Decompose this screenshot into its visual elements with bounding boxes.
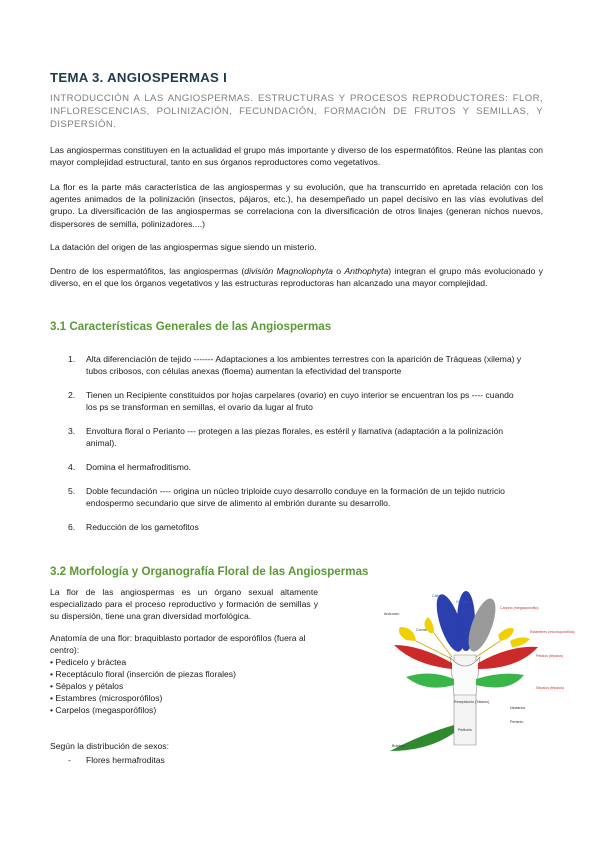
- stamen-left-lower: [399, 627, 416, 641]
- paragraph-division: [50, 265, 543, 289]
- list-number: 4.: [68, 462, 76, 472]
- anatomy-item: • Sépalos y pétalos: [50, 681, 124, 691]
- anatomy-item: • Pedicelo y bráctea: [50, 657, 127, 667]
- label-corola: Corola: [416, 628, 427, 632]
- label-estambres: Estambres (microsporófilos): [530, 630, 575, 634]
- list-number: 3.: [68, 426, 76, 436]
- label-tepalos: Pétalos (tépalos): [536, 654, 563, 658]
- stamen-right-lower: [510, 637, 530, 647]
- division-text-a: Dentro de los espermatófitos, las angiospermas (: [50, 266, 245, 276]
- list-number: 1.: [68, 354, 76, 364]
- division-name-magnoliophyta: división Magnoliophyta: [244, 266, 333, 276]
- label-nectario: Nectarios: [510, 706, 526, 710]
- list-text: Alta diferenciación de tejido ------- Adaptaciones a los ambientes terrestres con la aparición de Tráqueas (xilema) y tubos cribosos, con células anexas (floema) aumentan la efectividad del transporte: [86, 354, 522, 377]
- anatomy-item: • Receptáculo floral (inserción de piezas florales): [50, 669, 236, 679]
- label-caliz: Cáliz: [432, 594, 440, 598]
- anatomy-title: Anatomía de una flor: braquiblasto portador de esporófilos (fuera al centro):: [50, 633, 306, 655]
- paragraph-flower: La flor es la parte más característica de las angiospermas y su evolución, que ha transcurrido en apretada relación con los agentes animados de la polinización (insectos, pájaros, etc.), ha desempeñado un papel decisivo en las vías evolutivas del grupo. La diversificación de las angiospermas se correlaciona con la diversificación de otros linajes (generan nichos nuevos, dispersores de semilla, polinizadores....): [50, 182, 543, 229]
- label-gineceo: Gineceo: [456, 600, 470, 604]
- sepal-left: [406, 673, 454, 687]
- list-number: 5.: [68, 486, 76, 496]
- list-text: Reducción de los gametofitos: [86, 522, 199, 532]
- division-name-anthophyta: Anthophyta: [344, 266, 389, 276]
- sex-distribution-heading: Según la distribución de sexos:: [50, 741, 169, 751]
- section-heading-characteristics: 3.1 Características Generales de las Angiospermas: [50, 320, 332, 333]
- flower-anatomy-figure: [370, 585, 593, 753]
- anatomy-item: • Carpelos (megasporófilos): [50, 705, 157, 715]
- label-androceo: Androceo: [384, 612, 400, 616]
- label-pedicelo: Pedicelo: [458, 728, 472, 732]
- division-text-b: ) integran el grupo más evolucionado y diverso, en el que los órganos vegetativos y las estructuras reproductoras han alcanzado una mayor complejidad.: [50, 266, 543, 289]
- list-text: Doble fecundación ---- origina un núcleo triploide cuyo desarrollo conduye en la formación de un tejido nutricio endospermo secundario que sirve de alimento al embrión durante su desarrollo.: [86, 486, 505, 509]
- sex-distribution-item: [68, 754, 165, 766]
- stamen-right: [498, 628, 514, 641]
- anatomy-block: [50, 632, 320, 716]
- sepal-right: [476, 674, 524, 688]
- label-sepalos: Sépalos (tépalos): [536, 686, 564, 690]
- list-text: Envoltura floral o Perianto --- protegen a las piezas florales, es estéril y llamativa (adaptación a la polinización animal).: [86, 426, 504, 449]
- document-title: TEMA 3. ANGIOSPERMAS I: [50, 70, 228, 85]
- list-text: Tienen un Recipiente constituidos por hojas carpelares (ovario) en cuyo interior se encuentran los ps ---- cuando los ps se transforman en semillas, el ovario da lugar al fruto: [86, 390, 514, 413]
- flower-diagram: [370, 585, 593, 753]
- label-perianto: Perianto: [510, 720, 524, 724]
- list-number: 6.: [68, 522, 76, 532]
- list-number: 2.: [68, 390, 76, 400]
- petal-left: [394, 645, 452, 669]
- paragraph-origin: La datación del origen de las angiospermas sigue siendo un misterio.: [50, 242, 317, 252]
- label-receptaculo: Receptáculo (Tálamo): [454, 700, 490, 704]
- sex-distribution-text: Flores hermafroditas: [86, 755, 165, 765]
- document-subtitle: INTRODUCCIÓN A LAS ANGIOSPERMAS. ESTRUCTURAS Y PROCESOS REPRODUCTORES: FLOR, INFLORESCENCIAS, POLINIZACIÓN, FECUNDACIÓN, FORMACIÓN DE FRUTOS Y SEMILLAS, Y DISPERSIÓN.: [50, 93, 543, 130]
- list-dash: -: [68, 755, 71, 765]
- list-text: Domina el hermafroditismo.: [86, 462, 192, 472]
- division-text-o: o: [333, 266, 345, 276]
- label-bractea: Bráctea: [392, 744, 405, 748]
- paragraph-flower-definition: La flor de las angiospermas es un órgano sexual altamente especializado para el proceso reproductivo y formación de semillas y su dispersión, tiene una gran diversidad morfológica.: [50, 587, 318, 621]
- anatomy-item: • Estambres (microsporófilos): [50, 693, 163, 703]
- paragraph-intro: Las angiospermas constituyen en la actualidad el grupo más importante y diverso de los espermatófitos. Reúne las plantas con mayor complejidad estructural, tanto en sus órganos reproductores como vegetativos.: [50, 145, 543, 168]
- label-carpelo: Carpelo (megasporófilo): [500, 606, 539, 610]
- section-heading-morphology: 3.2 Morfología y Organografía Floral de las Angiospermas: [50, 565, 369, 578]
